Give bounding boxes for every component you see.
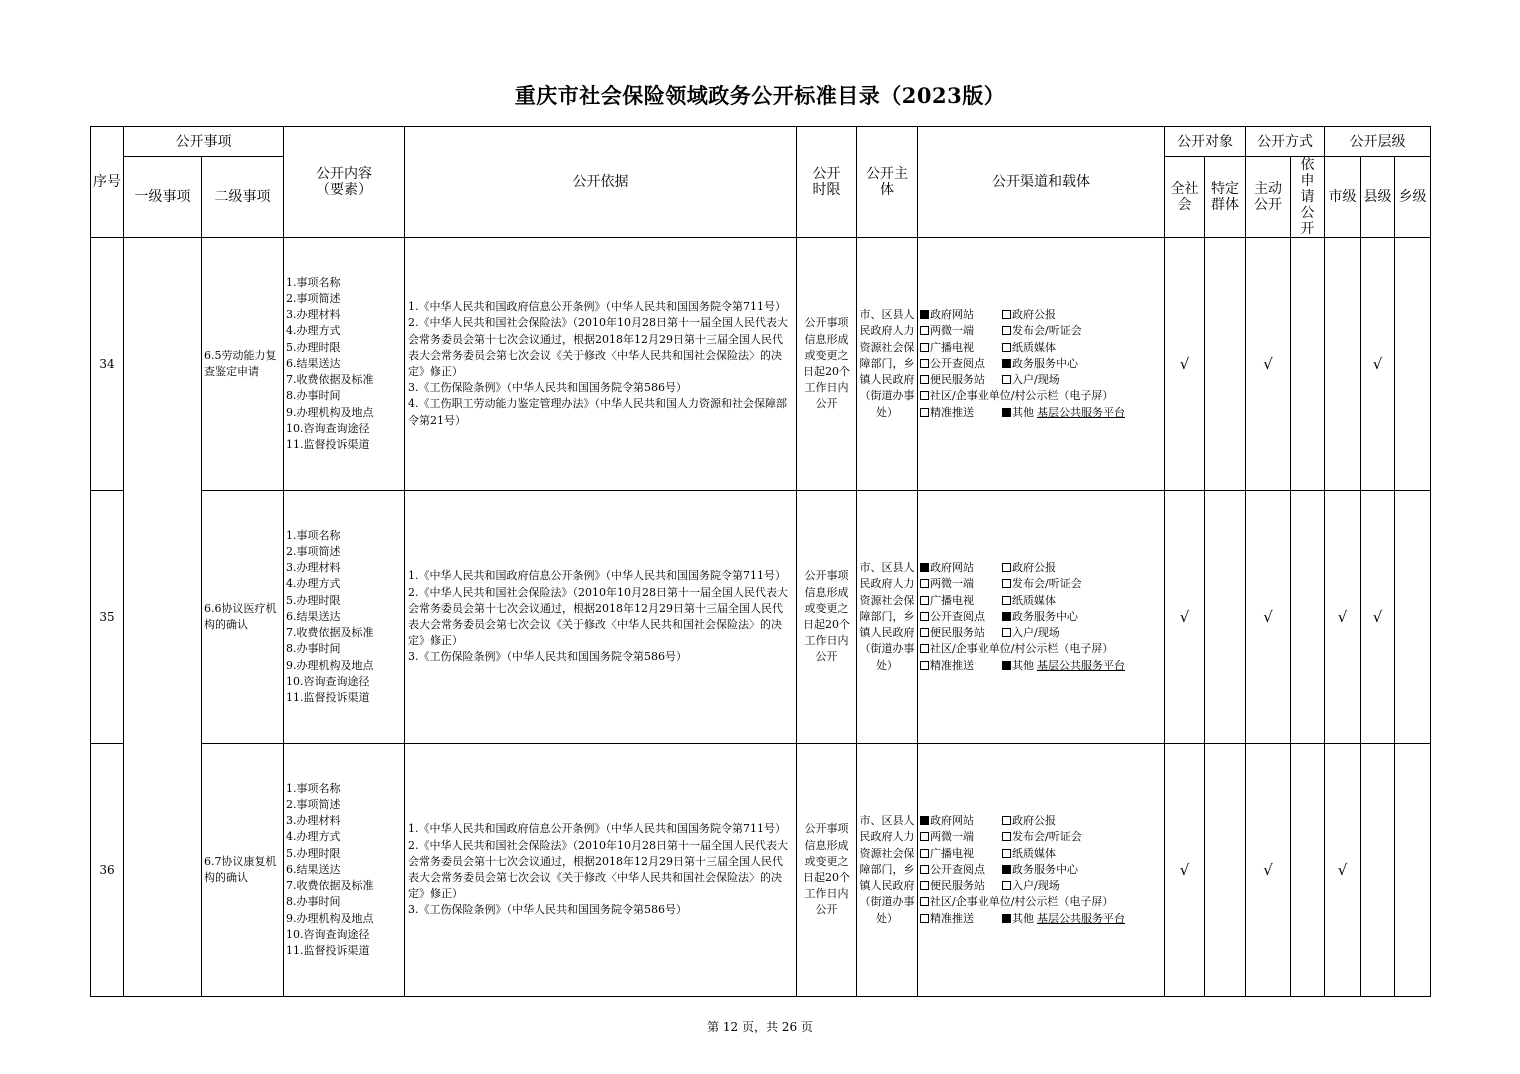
content-element: 5.办理时限 xyxy=(286,340,341,354)
unchecked-box-icon xyxy=(920,579,929,588)
mark-county: √ xyxy=(1361,238,1395,491)
channel-line xyxy=(920,560,1164,576)
channel-option xyxy=(1002,609,1078,625)
content-element: 1.事项名称 xyxy=(286,528,341,542)
content-element: 7.收费依据及标准 xyxy=(286,879,374,893)
channel-line xyxy=(920,625,1164,641)
row-subject: 市、区县人民政府人力资源社会保障部门，乡镇人民政府（街道办事处） xyxy=(857,491,918,744)
channel-label: 便民服务站 xyxy=(930,373,985,387)
header-item-group: 公开事项 xyxy=(124,127,284,157)
channel-option xyxy=(1002,593,1056,609)
channel-option xyxy=(920,405,1002,421)
channel-option xyxy=(1002,560,1056,576)
unchecked-box-icon xyxy=(920,359,929,368)
row-channels xyxy=(918,238,1165,491)
channel-option xyxy=(920,388,1113,404)
channel-label: 社区/企事业单位/村公示栏（电子屏） xyxy=(930,642,1114,656)
channel-other-value: 基层公共服务平台 xyxy=(1037,911,1125,925)
channel-option xyxy=(920,560,1002,576)
channel-option xyxy=(1002,405,1125,421)
unchecked-box-icon xyxy=(920,343,929,352)
content-element: 2.事项简述 xyxy=(286,798,341,812)
header-target-group: 公开对象 xyxy=(1165,127,1246,157)
unchecked-box-icon xyxy=(920,897,929,906)
mark-town xyxy=(1395,238,1431,491)
unchecked-box-icon xyxy=(920,914,929,923)
row-basis xyxy=(405,744,797,997)
channel-label: 公开查阅点 xyxy=(930,609,985,623)
channel-label: 广播电视 xyxy=(930,846,974,860)
row-subject: 市、区县人民政府人力资源社会保障部门，乡镇人民政府（街道办事处） xyxy=(857,744,918,997)
channel-option xyxy=(920,658,1002,674)
header-level-town: 乡级 xyxy=(1395,157,1431,238)
basis-entry: 1.《中华人民共和国政府信息公开条例》（中华人民共和国国务院令第711号） xyxy=(408,300,786,314)
table-row xyxy=(91,744,1431,997)
unchecked-box-icon xyxy=(1002,310,1011,319)
row-sub-item: 6.7协议康复机构的确认 xyxy=(202,744,284,997)
content-element: 11.监督投诉渠道 xyxy=(286,690,370,704)
channel-label: 政府网站 xyxy=(930,308,974,322)
channel-label: 两微一端 xyxy=(930,830,974,844)
checked-box-icon xyxy=(1002,359,1011,368)
basis-entry: 2.《中华人民共和国社会保险法》（2010年10月28日第十一届全国人民代表大会常务委员会第十七次会议通过，根据2018年12月29日第十三届全国人民代表大会常务委员会第七次会议《关于修改〈中华人民共和国社会保险法〉的决定》修正） xyxy=(408,838,788,901)
checked-box-icon xyxy=(920,816,929,825)
header-method-active: 主动公开 xyxy=(1246,157,1291,238)
content-element: 2.事项简述 xyxy=(286,292,341,306)
content-element: 10.咨询查询途径 xyxy=(286,674,370,688)
channel-option xyxy=(920,307,1002,323)
channel-option xyxy=(1002,356,1078,372)
content-element: 5.办理时限 xyxy=(286,846,341,860)
unchecked-box-icon xyxy=(1002,832,1011,841)
mark-active: √ xyxy=(1246,744,1291,997)
channel-label: 纸质媒体 xyxy=(1012,593,1056,607)
channel-line xyxy=(920,862,1164,878)
channel-option xyxy=(1002,846,1056,862)
row-channels xyxy=(918,491,1165,744)
channel-other-value: 基层公共服务平台 xyxy=(1037,405,1125,419)
header-seq: 序号 xyxy=(91,127,124,238)
channel-line xyxy=(920,658,1164,674)
unchecked-box-icon xyxy=(920,644,929,653)
header-level-city: 市级 xyxy=(1325,157,1361,238)
channel-option xyxy=(920,641,1113,657)
channel-option xyxy=(920,356,1002,372)
row-seq: 35 xyxy=(91,491,124,744)
channel-label: 便民服务站 xyxy=(930,626,985,640)
basis-entry: 1.《中华人民共和国政府信息公开条例》（中华人民共和国国务院令第711号） xyxy=(408,822,786,836)
row-period: 公开事项信息形成或变更之日起20个工作日内公开 xyxy=(797,491,857,744)
channel-label: 发布会/听证会 xyxy=(1012,577,1082,591)
unchecked-box-icon xyxy=(920,612,929,621)
channel-label: 入户/现场 xyxy=(1012,626,1060,640)
channel-label: 其他 xyxy=(1012,911,1034,925)
catalog-table xyxy=(90,126,1431,997)
channel-option xyxy=(920,829,1002,845)
channel-label: 政府公报 xyxy=(1012,308,1056,322)
content-element: 9.办理机构及地点 xyxy=(286,658,374,672)
page-title: 重庆市社会保险领域政务公开标准目录（2023版） xyxy=(514,83,1006,108)
basis-entry: 2.《中华人民共和国社会保险法》（2010年10月28日第十一届全国人民代表大会常务委员会第十七次会议通过，根据2018年12月29日第十三届全国人民代表大会常务委员会第七次会议《关于修改〈中华人民共和国社会保险法〉的决定》修正） xyxy=(408,585,788,648)
channel-option xyxy=(1002,323,1082,339)
channel-line xyxy=(920,372,1164,388)
channel-label: 政府网站 xyxy=(930,561,974,575)
mark-request xyxy=(1291,744,1325,997)
content-element: 8.办事时间 xyxy=(286,895,341,909)
row-level1 xyxy=(124,238,202,997)
content-element: 4.办理方式 xyxy=(286,830,341,844)
channel-option xyxy=(920,609,1002,625)
mark-town xyxy=(1395,491,1431,744)
content-element: 7.收费依据及标准 xyxy=(286,626,374,640)
row-channels xyxy=(918,744,1165,997)
header-level2: 二级事项 xyxy=(202,157,284,238)
channel-option xyxy=(1002,307,1056,323)
unchecked-box-icon xyxy=(1002,881,1011,890)
unchecked-box-icon xyxy=(1002,849,1011,858)
channel-option xyxy=(920,323,1002,339)
checked-box-icon xyxy=(920,310,929,319)
unchecked-box-icon xyxy=(920,375,929,384)
channel-label: 其他 xyxy=(1012,658,1034,672)
unchecked-box-icon xyxy=(920,832,929,841)
content-element: 9.办理机构及地点 xyxy=(286,911,374,925)
channel-option xyxy=(920,862,1002,878)
mark-active: √ xyxy=(1246,491,1291,744)
mark-city xyxy=(1325,238,1361,491)
channel-option xyxy=(920,911,1002,927)
channel-option xyxy=(920,878,1002,894)
channel-label: 政务服务中心 xyxy=(1012,862,1078,876)
mark-request xyxy=(1291,238,1325,491)
mark-active: √ xyxy=(1246,238,1291,491)
channel-line xyxy=(920,846,1164,862)
content-element: 8.办事时间 xyxy=(286,389,341,403)
channel-line xyxy=(920,405,1164,421)
channel-label: 纸质媒体 xyxy=(1012,340,1056,354)
content-element: 3.办理材料 xyxy=(286,561,341,575)
channel-line xyxy=(920,307,1164,323)
content-element: 6.结果送达 xyxy=(286,609,341,623)
content-element: 10.咨询查询途径 xyxy=(286,421,370,435)
row-sub-item: 6.6协议医疗机构的确认 xyxy=(202,491,284,744)
header-period: 公开时限 xyxy=(797,127,857,238)
channel-label: 公开查阅点 xyxy=(930,356,985,370)
channel-label: 精准推送 xyxy=(930,658,974,672)
checked-box-icon xyxy=(1002,914,1011,923)
channel-line xyxy=(920,911,1164,927)
channel-label: 纸质媒体 xyxy=(1012,846,1056,860)
content-element: 10.咨询查询途径 xyxy=(286,927,370,941)
channel-label: 公开查阅点 xyxy=(930,862,985,876)
mark-specific xyxy=(1205,238,1246,491)
content-element: 4.办理方式 xyxy=(286,577,341,591)
basis-entry: 2.《中华人民共和国社会保险法》（2010年10月28日第十一届全国人民代表大会常务委员会第十七次会议通过，根据2018年12月29日第十三届全国人民代表大会常务委员会第七次会议《关于修改〈中华人民共和国社会保险法〉的决定》修正） xyxy=(408,316,788,378)
row-content xyxy=(284,491,405,744)
channel-label: 精准推送 xyxy=(930,911,974,925)
content-element: 7.收费依据及标准 xyxy=(286,373,374,387)
basis-entry: 4.《工伤职工劳动能力鉴定管理办法》（中华人民共和国人力资源和社会保障部令第21号） xyxy=(408,397,787,427)
mark-all: √ xyxy=(1165,744,1205,997)
channel-line xyxy=(920,829,1164,845)
unchecked-box-icon xyxy=(1002,579,1011,588)
unchecked-box-icon xyxy=(1002,563,1011,572)
content-element: 5.办理时限 xyxy=(286,593,341,607)
channel-line xyxy=(920,641,1164,657)
row-period: 公开事项信息形成或变更之日起20个工作日内公开 xyxy=(797,238,857,491)
header-target-all: 全社会 xyxy=(1165,157,1205,238)
channel-line xyxy=(920,894,1164,910)
checked-box-icon xyxy=(1002,661,1011,670)
unchecked-box-icon xyxy=(1002,816,1011,825)
unchecked-box-icon xyxy=(920,408,929,417)
content-element: 9.办理机构及地点 xyxy=(286,405,374,419)
unchecked-box-icon xyxy=(1002,628,1011,637)
basis-entry: 3.《工伤保险条例》（中华人民共和国国务院令第586号） xyxy=(408,650,687,664)
header-channel: 公开渠道和载体 xyxy=(918,127,1165,238)
channel-option xyxy=(920,894,1113,910)
channel-line xyxy=(920,340,1164,356)
unchecked-box-icon xyxy=(1002,596,1011,605)
channel-line xyxy=(920,609,1164,625)
row-basis xyxy=(405,238,797,491)
row-content xyxy=(284,744,405,997)
channel-option xyxy=(1002,658,1125,674)
channel-option xyxy=(1002,372,1060,388)
unchecked-box-icon xyxy=(920,881,929,890)
row-subject: 市、区县人民政府人力资源社会保障部门，乡镇人民政府（街道办事处） xyxy=(857,238,918,491)
channel-option xyxy=(1002,813,1056,829)
mark-specific xyxy=(1205,744,1246,997)
content-element: 3.办理材料 xyxy=(286,814,341,828)
header-level1: 一级事项 xyxy=(124,157,202,238)
channel-label: 政务服务中心 xyxy=(1012,356,1078,370)
checked-box-icon xyxy=(1002,612,1011,621)
unchecked-box-icon xyxy=(920,865,929,874)
content-element: 2.事项简述 xyxy=(286,545,341,559)
content-element: 11.监督投诉渠道 xyxy=(286,943,370,957)
content-element: 4.办理方式 xyxy=(286,324,341,338)
content-element: 11.监督投诉渠道 xyxy=(286,437,370,451)
mark-county: √ xyxy=(1361,491,1395,744)
channel-option xyxy=(920,576,1002,592)
content-element: 1.事项名称 xyxy=(286,781,341,795)
header-level-group: 公开层级 xyxy=(1325,127,1431,157)
channel-label: 政府网站 xyxy=(930,814,974,828)
channel-label: 广播电视 xyxy=(930,340,974,354)
table-row xyxy=(91,491,1431,744)
header-content: 公开内容（要素） xyxy=(284,127,405,238)
channel-option xyxy=(1002,878,1060,894)
channel-label: 其他 xyxy=(1012,405,1034,419)
mark-all: √ xyxy=(1165,238,1205,491)
channel-label: 便民服务站 xyxy=(930,879,985,893)
channel-option xyxy=(1002,576,1082,592)
unchecked-box-icon xyxy=(1002,343,1011,352)
channel-label: 发布会/听证会 xyxy=(1012,324,1082,338)
channel-option xyxy=(1002,829,1082,845)
mark-city: √ xyxy=(1325,491,1361,744)
checked-box-icon xyxy=(920,563,929,572)
content-element: 3.办理材料 xyxy=(286,308,341,322)
channel-line xyxy=(920,323,1164,339)
mark-county xyxy=(1361,744,1395,997)
channel-option xyxy=(920,340,1002,356)
mark-request xyxy=(1291,491,1325,744)
channel-line xyxy=(920,593,1164,609)
unchecked-box-icon xyxy=(920,326,929,335)
header-method-group: 公开方式 xyxy=(1246,127,1325,157)
table-row xyxy=(91,238,1431,491)
channel-label: 发布会/听证会 xyxy=(1012,830,1082,844)
channel-other-value: 基层公共服务平台 xyxy=(1037,658,1125,672)
channel-label: 社区/企事业单位/村公示栏（电子屏） xyxy=(930,895,1114,909)
basis-entry: 3.《工伤保险条例》（中华人民共和国国务院令第586号） xyxy=(408,381,687,395)
row-period: 公开事项信息形成或变更之日起20个工作日内公开 xyxy=(797,744,857,997)
content-element: 8.办事时间 xyxy=(286,642,341,656)
channel-label: 两微一端 xyxy=(930,324,974,338)
mark-town xyxy=(1395,744,1431,997)
channel-option xyxy=(920,846,1002,862)
unchecked-box-icon xyxy=(920,391,929,400)
row-seq: 34 xyxy=(91,238,124,491)
content-element: 6.结果送达 xyxy=(286,862,341,876)
checked-box-icon xyxy=(1002,408,1011,417)
channel-option xyxy=(1002,625,1060,641)
row-basis xyxy=(405,491,797,744)
channel-label: 精准推送 xyxy=(930,405,974,419)
mark-specific xyxy=(1205,491,1246,744)
header-level-county: 县级 xyxy=(1361,157,1395,238)
page-footer: 第 12 页，共 26 页 xyxy=(707,1020,813,1034)
channel-option xyxy=(920,593,1002,609)
channel-label: 政府公报 xyxy=(1012,814,1056,828)
channel-label: 两微一端 xyxy=(930,577,974,591)
unchecked-box-icon xyxy=(1002,375,1011,384)
channel-line xyxy=(920,356,1164,372)
channel-label: 政务服务中心 xyxy=(1012,609,1078,623)
channel-line xyxy=(920,388,1164,404)
channel-option xyxy=(1002,862,1078,878)
header-subject: 公开主体 xyxy=(857,127,918,238)
channel-label: 入户/现场 xyxy=(1012,373,1060,387)
unchecked-box-icon xyxy=(920,596,929,605)
content-element: 1.事项名称 xyxy=(286,275,341,289)
channel-option xyxy=(1002,340,1056,356)
unchecked-box-icon xyxy=(920,849,929,858)
header-method-request: 依申请公开 xyxy=(1291,157,1325,238)
mark-all: √ xyxy=(1165,491,1205,744)
basis-entry: 1.《中华人民共和国政府信息公开条例》（中华人民共和国国务院令第711号） xyxy=(408,569,786,583)
channel-option xyxy=(920,625,1002,641)
basis-entry: 3.《工伤保险条例》（中华人民共和国国务院令第586号） xyxy=(408,903,687,917)
header-target-specific: 特定群体 xyxy=(1205,157,1246,238)
row-content xyxy=(284,238,405,491)
row-seq: 36 xyxy=(91,744,124,997)
header-basis: 公开依据 xyxy=(405,127,797,238)
channel-option xyxy=(920,372,1002,388)
content-element: 6.结果送达 xyxy=(286,356,341,370)
unchecked-box-icon xyxy=(920,661,929,670)
channel-line xyxy=(920,878,1164,894)
channel-option xyxy=(1002,911,1125,927)
checked-box-icon xyxy=(1002,865,1011,874)
channel-line xyxy=(920,813,1164,829)
channel-label: 入户/现场 xyxy=(1012,879,1060,893)
channel-option xyxy=(920,813,1002,829)
channel-label: 广播电视 xyxy=(930,593,974,607)
unchecked-box-icon xyxy=(920,628,929,637)
channel-label: 社区/企事业单位/村公示栏（电子屏） xyxy=(930,389,1114,403)
channel-line xyxy=(920,576,1164,592)
row-sub-item: 6.5劳动能力复查鉴定申请 xyxy=(202,238,284,491)
unchecked-box-icon xyxy=(1002,326,1011,335)
mark-city: √ xyxy=(1325,744,1361,997)
channel-label: 政府公报 xyxy=(1012,561,1056,575)
